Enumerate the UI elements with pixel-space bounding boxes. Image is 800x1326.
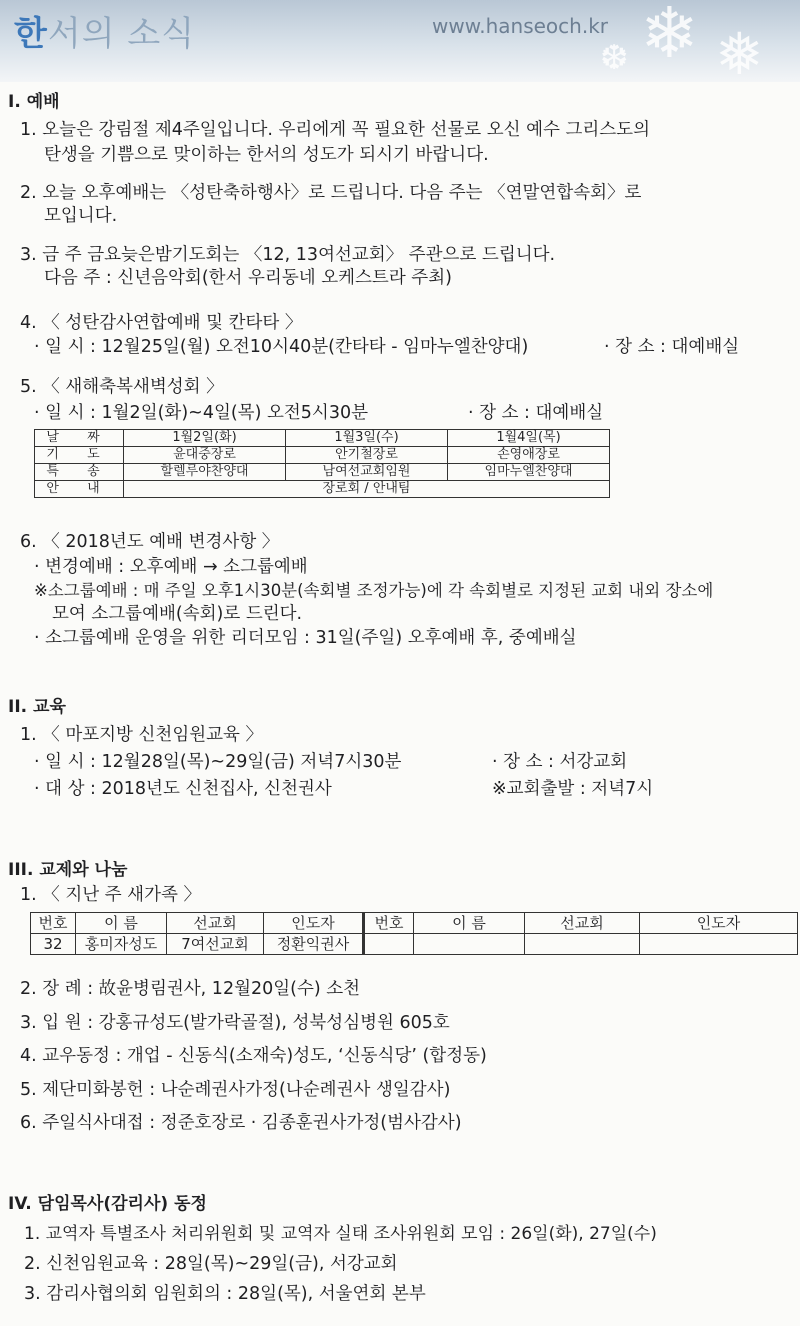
table-row-label: 안 내 — [35, 481, 124, 498]
table-header-cell: 번호 — [364, 913, 414, 934]
table-row — [35, 481, 610, 498]
worship-item-6-leader-meeting: · 소그룹예배 운영을 위한 리더모임 : 31일(주일) 오후예배 후, 중예배실 — [34, 628, 577, 648]
worship-item-4-schedule: · 일 시 : 12월25일(월) 오전10시40분(칸타타 - 임마누엘찬양대) — [34, 337, 529, 357]
worship-item-5-place: · 장 소 : 대예배실 — [468, 403, 604, 423]
education-schedule: · 일 시 : 12월28일(목)~29일(금) 저녁7시30분 — [34, 752, 402, 772]
worship-item-5-title: 5. 〈 새해축복새벽성회 〉 — [20, 377, 224, 397]
snowflake-icon: ❆ — [600, 38, 629, 78]
table-header-cell: 선교회 — [167, 913, 264, 934]
fellowship-item-5-altar-flowers: 5. 제단미화봉헌 : 나순례권사가정(나순례권사 생일감사) — [20, 1080, 451, 1100]
table-header-cell: 인도자 — [264, 913, 364, 934]
brand-title: 한서의 소식 — [14, 14, 196, 54]
snowflake-icon: ❅ — [715, 20, 764, 82]
worship-item-1-line-2: 탄생을 기쁨으로 맞이하는 한서의 성도가 되시기 바랍니다. — [44, 145, 489, 165]
table-row — [31, 934, 798, 955]
table-row-label: 특 송 — [35, 464, 124, 481]
worship-item-2-line-2: 모입니다. — [44, 206, 118, 226]
table-row-label: 날 짜 — [35, 430, 124, 447]
table-cell: 임마누엘찬양대 — [448, 464, 610, 481]
snowflake-icon: ❄ — [640, 0, 699, 74]
table-cell: 안기철장로 — [286, 447, 448, 464]
education-departure: ※교회출발 : 저녁7시 — [492, 779, 654, 799]
table-cell: 7여선교회 — [167, 934, 264, 955]
table-header-row — [31, 913, 798, 934]
table-header-cell: 인도자 — [640, 913, 798, 934]
fellowship-item-3-hospital: 3. 입 원 : 강홍규성도(발가락골절), 성북성심병원 605호 — [20, 1013, 450, 1033]
table-cell: 할렐루야찬양대 — [124, 464, 286, 481]
table-cell: 장로회 / 안내팀 — [124, 481, 610, 498]
pastor-item-2: 2. 신천임원교육 : 28일(목)~29일(금), 서강교회 — [24, 1254, 398, 1274]
section-title-education: II. 교육 — [8, 697, 66, 717]
table-cell: 남여선교회임원 — [286, 464, 448, 481]
table-cell — [525, 934, 640, 955]
table-cell: 1월2일(화) — [124, 430, 286, 447]
worship-item-4-place: · 장 소 : 대예배실 — [604, 337, 740, 357]
table-cell: 손영애장로 — [448, 447, 610, 464]
worship-item-6-note-2: 모여 소그룹예배(속회)로 드린다. — [52, 604, 303, 624]
worship-item-5-schedule: · 일 시 : 1월2일(화)~4일(목) 오전5시30분 — [34, 403, 369, 423]
table-header-cell: 이 름 — [76, 913, 167, 934]
table-header-cell: 이 름 — [414, 913, 525, 934]
table-header-cell: 번호 — [31, 913, 76, 934]
table-cell: 1월4일(목) — [448, 430, 610, 447]
worship-item-6-change: · 변경예배 : 오후예배 → 소그룹예배 — [34, 557, 308, 577]
fellowship-item-1-title: 1. 〈 지난 주 새가족 〉 — [20, 885, 201, 905]
table-cell — [640, 934, 798, 955]
worship-item-6-note-1: ※소그룹예배 : 매 주일 오후1시30분(속회별 조정가능)에 각 속회별로 지정된 교회 내외 장소에 — [34, 581, 714, 600]
section-title-fellowship: III. 교제와 나눔 — [8, 860, 128, 880]
table-cell — [414, 934, 525, 955]
fellowship-item-4-member-news: 4. 교우동정 : 개업 - 신동식(소재숙)성도, ‘신동식당’ (합정동) — [20, 1046, 487, 1066]
table-header-cell: 선교회 — [525, 913, 640, 934]
pastor-item-3: 3. 감리사협의회 임원회의 : 28일(목), 서울연회 본부 — [24, 1284, 426, 1304]
worship-item-6-title: 6. 〈 2018년도 예배 변경사항 〉 — [20, 532, 280, 552]
fellowship-item-6-sunday-meal: 6. 주일식사대접 : 정준호장로 · 김종훈권사가정(범사감사) — [20, 1113, 462, 1133]
worship-item-1-line-1: 1. 오늘은 강림절 제4주일입니다. 우리에게 꼭 필요한 선물로 오신 예수 그리스도의 — [20, 120, 650, 140]
table-cell: 1월3일(수) — [286, 430, 448, 447]
education-target: · 대 상 : 2018년도 신천집사, 신천권사 — [34, 779, 332, 799]
new-family-table — [30, 912, 798, 955]
worship-item-3-line-1: 3. 금 주 금요늦은밤기도회는 〈12, 13여선교회〉 주관으로 드립니다. — [20, 245, 556, 265]
section-title-pastor-news: IV. 담임목사(감리사) 동정 — [8, 1194, 207, 1214]
section-title-worship: I. 예배 — [8, 92, 60, 112]
table-row — [35, 464, 610, 481]
fellowship-item-2-funeral: 2. 장 례 : 故윤병림권사, 12월20일(수) 소천 — [20, 979, 361, 999]
website-url: www.hanseoch.kr — [432, 14, 608, 38]
page-header — [0, 0, 800, 82]
worship-item-2-line-1: 2. 오늘 오후예배는 〈성탄축하행사〉로 드립니다. 다음 주는 〈연말연합속회〉로 — [20, 183, 642, 203]
worship-item-3-line-2: 다음 주 : 신년음악회(한서 우리동네 오케스트라 주최) — [44, 268, 452, 288]
table-cell: 32 — [31, 934, 76, 955]
table-cell: 홍미자성도 — [76, 934, 167, 955]
table-row — [35, 430, 610, 447]
table-cell: 윤대중장로 — [124, 447, 286, 464]
education-item-1-title: 1. 〈 마포지방 신천임원교육 〉 — [20, 725, 263, 745]
table-row-label: 기 도 — [35, 447, 124, 464]
table-cell: 정환익권사 — [264, 934, 364, 955]
worship-item-4-title: 4. 〈 성탄감사연합예배 및 칸타타 〉 — [20, 313, 303, 333]
education-place: · 장 소 : 서강교회 — [492, 752, 628, 772]
pastor-item-1: 1. 교역자 특별조사 처리위원회 및 교역자 실태 조사위원회 모임 : 26일(화), 27일(수) — [24, 1224, 657, 1244]
table-row — [35, 447, 610, 464]
dawn-service-table — [34, 429, 610, 498]
table-cell — [364, 934, 414, 955]
